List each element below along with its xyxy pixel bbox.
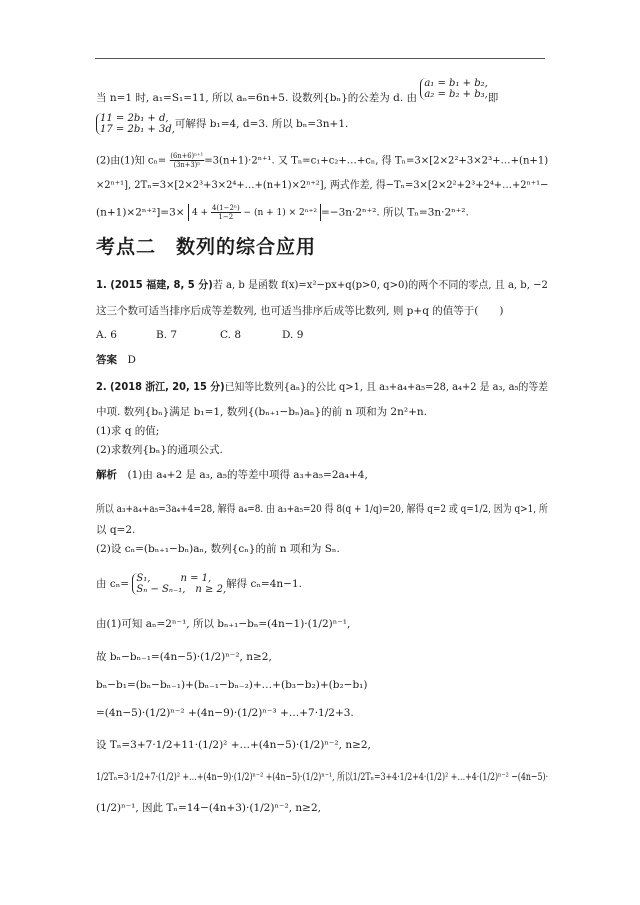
question-source: 2. (2018 浙江, 20, 15 分) <box>96 381 225 393</box>
solution-step-12: (1/2)ⁿ⁻¹, 因此 Tₙ=14−(4n+3)·(1/2)ⁿ⁻², n≥2, <box>96 802 321 814</box>
text-span: 可解得 b₁=4, d=3. 所以 bₙ=3n+1. <box>174 118 349 130</box>
system-row: S₁, n = 1, <box>136 573 212 584</box>
solution-step-9: =(4n−5)·(1/2)ⁿ⁻² +(4n−9)·(1/2)ⁿ⁻³ +…+7·1/2+3. <box>96 707 354 719</box>
solution-step-11: 1/2Tₙ=3·1/2+7·(1/2)² +…+(4n−9)·(1/2)ⁿ⁻² +(4n−5)·(1/2)ⁿ⁻¹, 所以1/2Tₙ=3+4·1/2+4·(1/2)² +…+4·(1/2)ⁿ⁻² −(4n−5)· <box>96 771 549 783</box>
solution-step-6: 由(1)可知 aₙ=2ⁿ⁻¹, 所以 bₙ₊₁−bₙ=(4n−1)·(1/2)ⁿ⁻¹, <box>96 618 351 630</box>
solution-step-8: bₙ−b₁=(bₙ−bₙ₋₁)+(bₙ₋₁−bₙ₋₂)+…+(b₃−b₂)+(b₂−b₁) <box>96 679 368 691</box>
question-2-part-1: (1)求 q 的值; <box>96 425 160 437</box>
question-source: 1. (2015 福建, 8, 5 分) <box>96 279 213 291</box>
text-span: =3(n+1)·2ⁿ⁺¹. 又 Tₙ=c₁+c₂+…+cₙ, 得 Tₙ=3×[2×2²+3×2³+…+(n+1) <box>204 154 549 167</box>
system-row: a₂ = b₂ + b₃, <box>424 89 488 100</box>
text-span: 解得 cₙ=4n−1. <box>226 578 302 590</box>
text-span: 当 n=1 时, a₁=S₁=11, 所以 aₙ=6n+5. 设数列{bₙ}的公差为 d. 由 <box>96 92 417 104</box>
answer-label: 答案 <box>96 354 117 366</box>
system-row: 11 = 2b₁ + d, <box>100 113 169 124</box>
piecewise-system <box>132 573 226 595</box>
system-row: 17 = 2b₁ + 3d, <box>100 124 175 135</box>
solution-line-2 <box>96 113 348 135</box>
option-d: D. 9 <box>282 329 304 341</box>
text-span: ×2ⁿ⁺¹], 2Tₙ=3×[2×2³+3×2⁴+…+(n+1)×2ⁿ⁺²], 两式作差, 得−Tₙ=3×[2×2²+2³+2⁴+…+2ⁿ⁺¹− <box>96 179 549 191</box>
text-span: 若 a, b 是函数 f(x)=x²−px+q(p>0, q>0)的两个不同的零点, 且 a, b, −2 <box>212 279 548 291</box>
text-span: − (n + 1) × 2ⁿ⁺² <box>243 208 317 218</box>
solution-step-2: 所以 a₃+a₄+a₅=3a₄+4=28, 解得 a₄=8. 由 a₃+a₅=20 得 8(q + 1/q)=20, 解得 q=2 或 q=1/2, 因为 q>1, 所 <box>96 503 548 515</box>
solution-intro <box>96 469 368 482</box>
bracket-expression <box>188 204 321 221</box>
text-span: (1)由 a₄+2 是 a₃, a₅的等差中项得 a₃+a₅=2a₄+4, <box>127 469 368 481</box>
fraction <box>211 204 241 221</box>
text-span: 由 cₙ= <box>96 578 130 590</box>
fraction-denominator: (3n+3)ⁿ <box>173 161 201 169</box>
question-1-options <box>96 329 303 342</box>
solution-line-3 <box>96 152 548 169</box>
fraction-numerator: (6n+6)ⁿ⁺¹ <box>170 152 204 160</box>
question-2-part-2: (2)求数列{bₙ}的通项公式. <box>96 444 223 456</box>
text-span: (2)由(1)知 cₙ= <box>96 154 167 167</box>
solution-line-1 <box>96 78 499 105</box>
text-span: 4 + <box>191 208 209 218</box>
fraction-numerator: 4(1−2ⁿ) <box>211 204 240 212</box>
fraction-denominator: 1−2 <box>218 213 234 221</box>
fraction <box>169 152 204 169</box>
answer-line <box>96 354 136 367</box>
option-a: A. 6 <box>96 329 117 341</box>
solution-step-4: (2)设 cₙ=(bₙ₊₁−bₙ)aₙ, 数列{cₙ}的前 n 项和为 Sₙ. <box>96 543 340 555</box>
equation-system <box>420 78 487 100</box>
option-c: C. 8 <box>220 329 242 341</box>
solution-label: 解析 <box>96 469 117 481</box>
header-rule <box>95 58 545 59</box>
text-span: 即 <box>487 92 499 104</box>
text-span: =−3n·2ⁿ⁺². 所以 Tₙ=3n·2ⁿ⁺². <box>321 206 469 219</box>
question-2-line-2: 中项. 数列{bₙ}满足 b₁=1, 数列{(bₙ₊₁−bₙ)aₙ}的前 n 项和为 2n²+n. <box>96 406 427 418</box>
question-1-line-1 <box>96 279 548 292</box>
solution-step-3: 以 q=2. <box>96 524 136 536</box>
question-2-line-1 <box>96 381 548 394</box>
solution-step-5 <box>96 573 302 595</box>
section-heading: 考点二 数列的综合应用 <box>96 236 317 258</box>
system-row: Sₙ − Sₙ₋₁, n ≥ 2, <box>136 584 227 595</box>
question-1-line-2: 这三个数可适当排序后成等差数列, 也可适当排序后成等比数列, 则 p+q 的值等于( ) <box>96 305 504 317</box>
answer-value: D <box>127 354 136 366</box>
solution-line-4 <box>96 179 548 192</box>
solution-step-7: 故 bₙ−bₙ₋₁=(4n−5)·(1/2)ⁿ⁻², n≥2, <box>96 651 272 663</box>
option-b: B. 7 <box>156 329 178 341</box>
text-span: 已知等比数列{aₙ}的公比 q>1, 且 a₃+a₄+a₅=28, a₄+2 是 a₃, a₅的等差 <box>224 381 549 393</box>
solution-step-10: 设 Tₙ=3+7·1/2+11·(1/2)² +…+(4n−5)·(1/2)ⁿ⁻², n≥2, <box>96 739 371 751</box>
equation-system <box>96 113 175 135</box>
text-span: (n+1)×2ⁿ⁺²]=3× <box>96 206 185 219</box>
solution-line-5 <box>96 204 469 221</box>
system-row: a₁ = b₁ + b₂, <box>424 78 488 89</box>
